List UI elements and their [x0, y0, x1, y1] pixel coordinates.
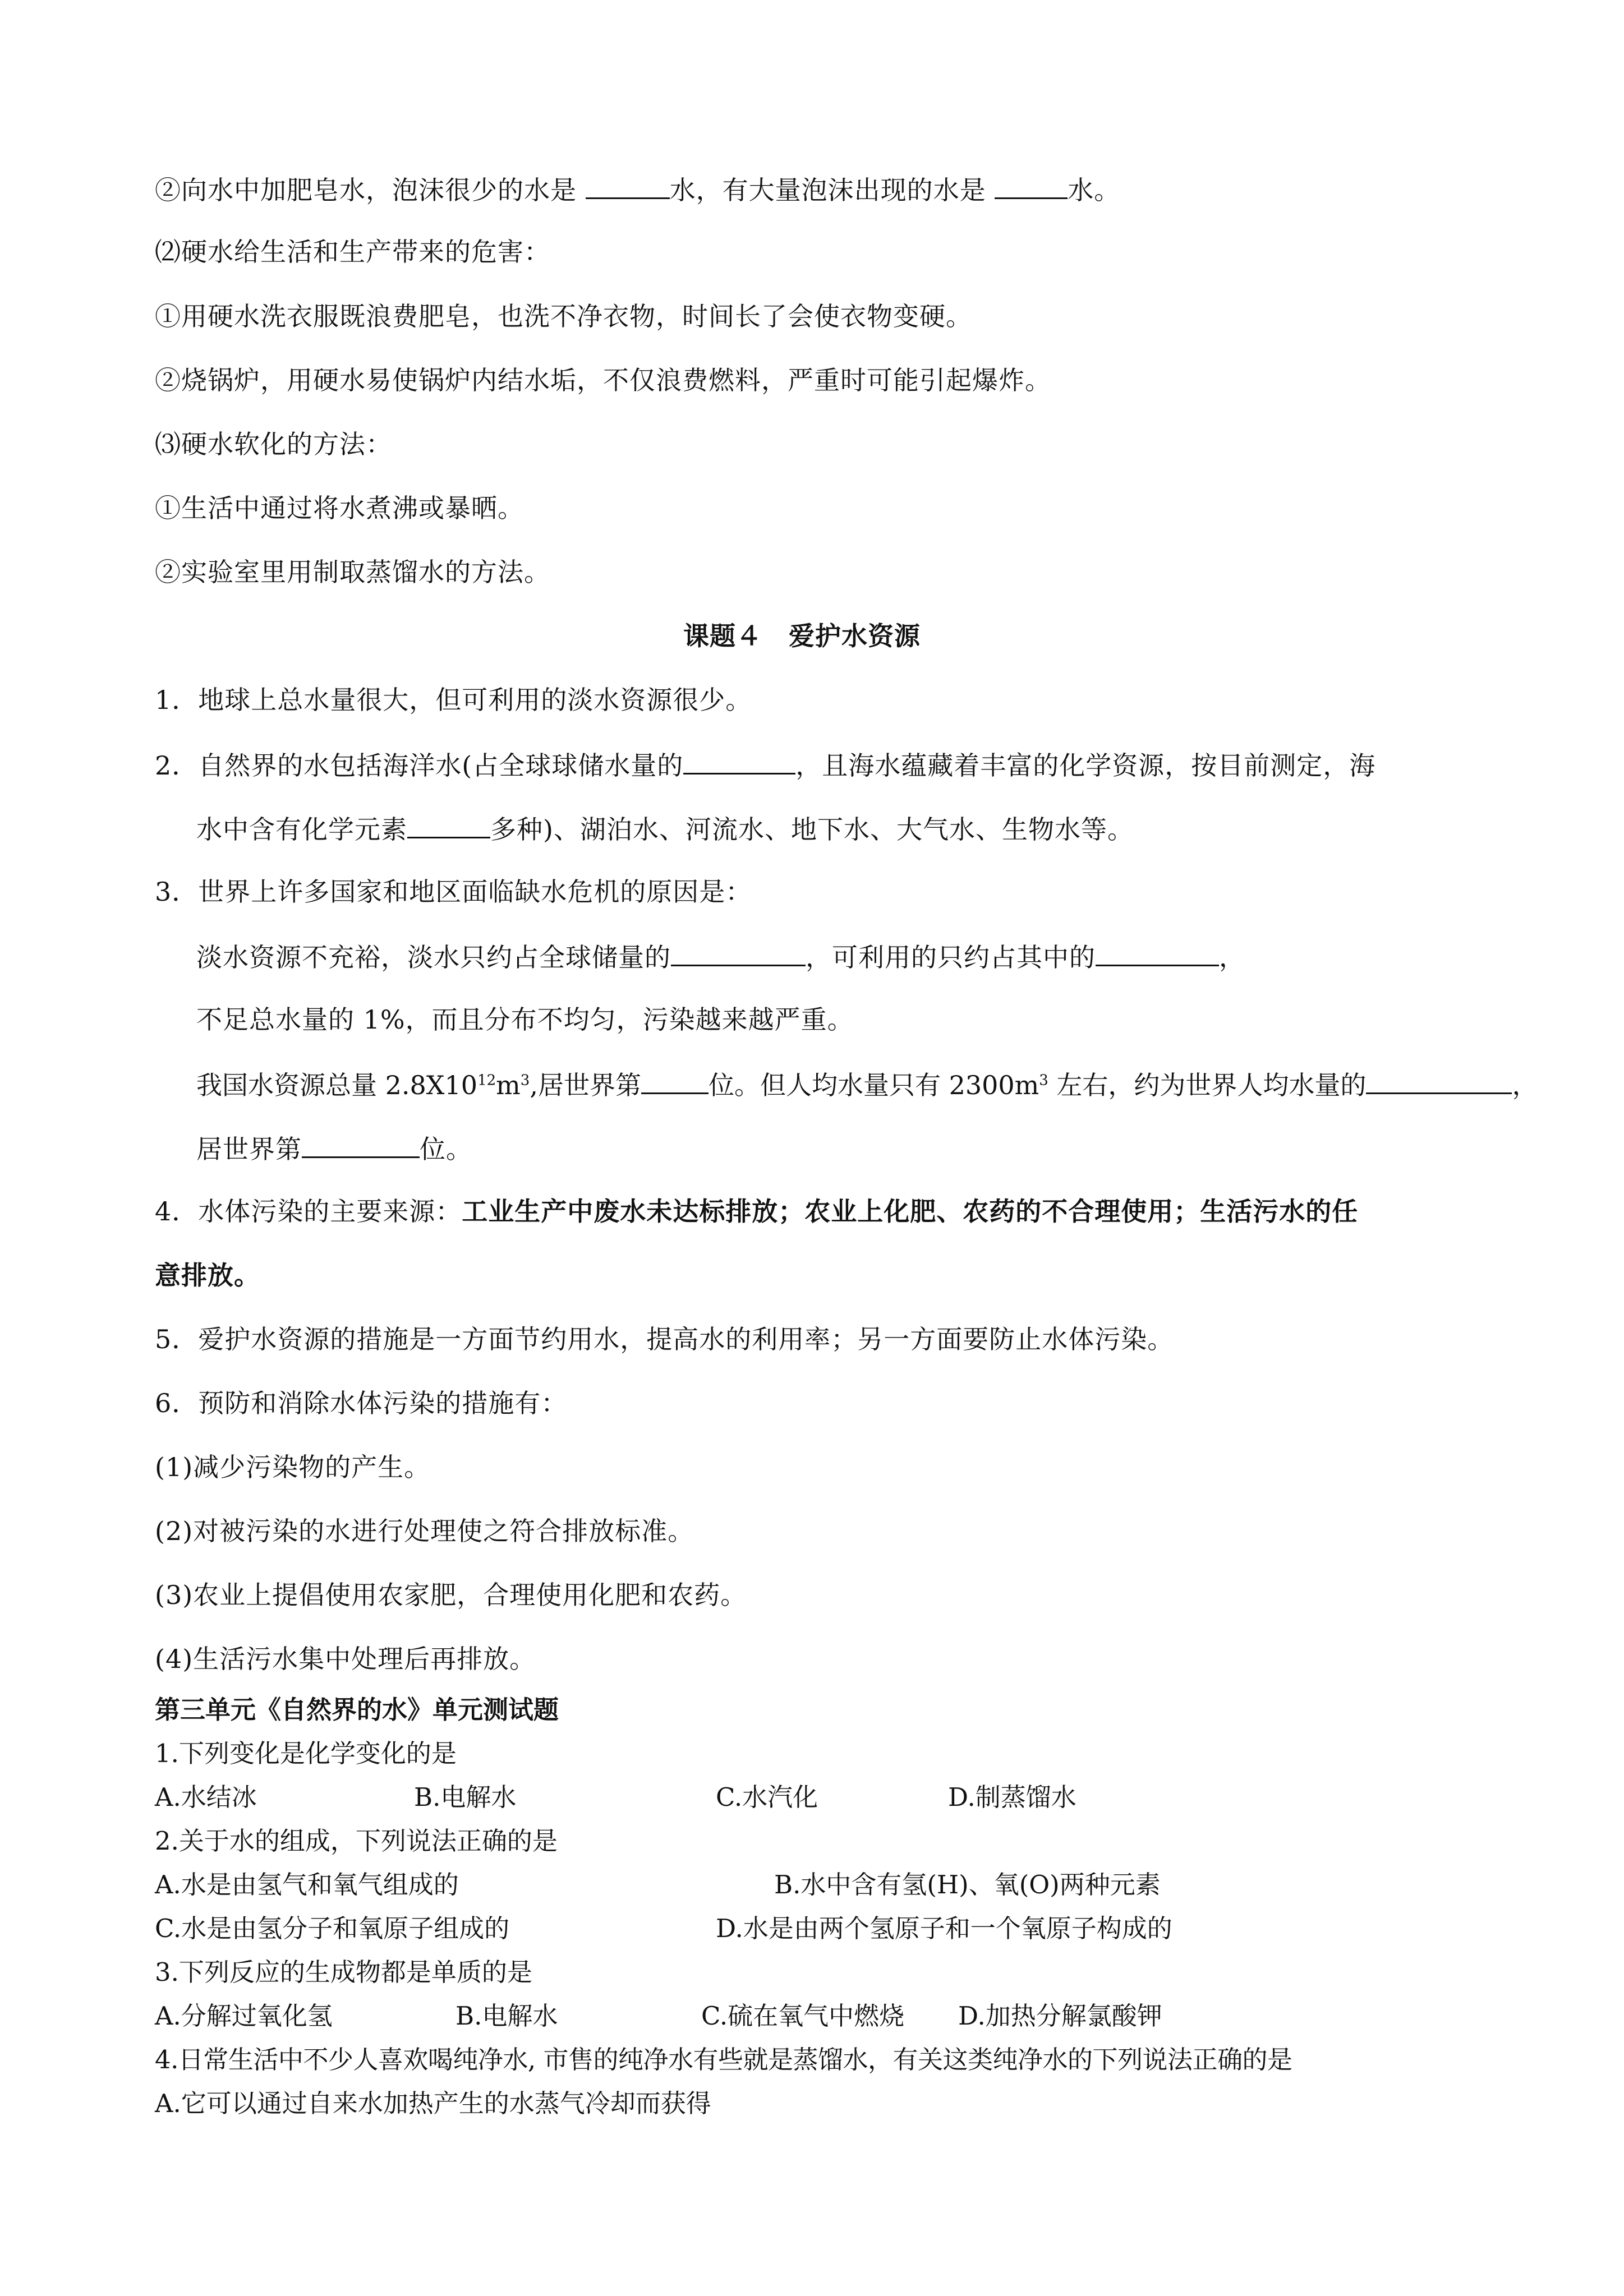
question-4: 4.日常生活中不少人喜欢喝纯净水, 市售的纯净水有些就是蒸馏水，有关这类纯净水的下列说法正确的是 [155, 2045, 1292, 2074]
text-line: ②烧锅炉，用硬水易使锅炉内结水垢，不仅浪费燃料，严重时可能引起爆炸。 [155, 365, 1051, 395]
text-line [155, 172, 1120, 207]
question-3: 3.下列反应的生成物都是单质的是 [155, 1957, 532, 1987]
q2-option-d: D.水是由两个氢原子和一个氧原子构成的 [716, 1914, 1172, 1943]
text-line: ②实验室里用制取蒸馏水的方法。 [155, 557, 550, 587]
item-1: 1．地球上总水量很大，但可利用的淡水资源很少。 [155, 685, 752, 715]
text-segment: ②向水中加肥皂水，泡沫很少的水是 [155, 175, 586, 205]
text-segment: ， [1219, 942, 1245, 972]
q1-option-a: A.水结冰 [155, 1782, 257, 1812]
q2-option-c: C.水是由氢分子和氧原子组成的 [155, 1914, 510, 1943]
text-segment: 位。但人均水量只有 2300m [708, 1070, 1039, 1100]
item-3-line-a [196, 939, 1245, 974]
measure-3: (3)农业上提倡使用农家肥，合理使用化肥和农药。 [155, 1580, 747, 1610]
text-line: ①用硬水洗衣服既浪费肥皂，也洗不净衣物，时间长了会使衣物变硬。 [155, 301, 972, 331]
text-segment: 水中含有化学元素 [196, 814, 407, 845]
measure-2: (2)对被污染的水进行处理使之符合排放标准。 [155, 1516, 694, 1546]
text-segment: 水。 [1068, 175, 1121, 205]
measure-1: (1)减少污染物的产生。 [155, 1452, 431, 1482]
superscript: 12 [477, 1072, 496, 1089]
text-segment: ， [1512, 1070, 1538, 1100]
superscript: 3 [1039, 1072, 1048, 1089]
question-2: 2.关于水的组成，下列说法正确的是 [155, 1826, 558, 1856]
measure-4: (4)生活污水集中处理后再排放。 [155, 1644, 536, 1674]
item-3-line-d [196, 1131, 472, 1166]
item-2-cont [196, 811, 1134, 846]
item-3-line-b: 不足总水量的 1%，而且分布不均匀，污染越来越严重。 [196, 1004, 854, 1035]
text-line: ⑵硬水给生活和生产带来的危害： [155, 237, 550, 267]
q1-option-d: D.制蒸馏水 [948, 1782, 1076, 1812]
answer-blank [1366, 1067, 1512, 1094]
item-3: 3．世界上许多国家和地区面临缺水危机的原因是： [155, 877, 752, 907]
text-segment: 我国水资源总量 2.8X10 [196, 1070, 478, 1100]
item-6: 6．预防和消除水体污染的措施有： [155, 1388, 568, 1418]
section-title: 课题４ 爱护水资源 [683, 621, 921, 651]
text-line: ⑶硬水软化的方法： [155, 429, 392, 459]
text-segment: 2．自然界的水包括海洋水(占全球球储水量的 [155, 750, 684, 781]
text-segment: 水，有大量泡沫出现的水是 [669, 175, 995, 205]
q3-option-d: D.加热分解氯酸钾 [958, 2001, 1162, 2031]
bold-text: 工业生产中废水未达标排放；农业上化肥、农药的不合理使用；生活污水的任 [462, 1196, 1359, 1227]
text-segment: 淡水资源不充裕，淡水只约占全球储量的 [196, 942, 671, 972]
item-5: 5．爱护水资源的措施是一方面节约用水，提高水的利用率；另一方面要防止水体污染。 [155, 1324, 1174, 1354]
q2-option-a: A.水是由氢气和氧气组成的 [155, 1870, 459, 1899]
answer-blank [407, 811, 490, 838]
answer-blank [586, 172, 670, 199]
text-segment: ，可利用的只约占其中的 [806, 942, 1096, 972]
text-segment: ，且海水蕴藏着丰富的化学资源，按目前测定，海 [795, 750, 1376, 781]
text-line: ①生活中通过将水煮沸或暴晒。 [155, 493, 524, 523]
answer-blank [995, 172, 1068, 199]
text-segment: ,居世界第 [530, 1070, 641, 1100]
text-segment: 多种)、湖泊水、河流水、地下水、大气水、生物水等。 [490, 814, 1134, 845]
text-segment: m [496, 1070, 521, 1100]
item-4 [155, 1195, 1358, 1228]
answer-blank [302, 1131, 420, 1158]
text-segment: 位。 [420, 1134, 472, 1164]
question-1: 1.下列变化是化学变化的是 [155, 1739, 457, 1768]
q1-option-c: C.水汽化 [716, 1782, 818, 1812]
q4-option-a: A.它可以通过自来水加热产生的水蒸气冷却而获得 [155, 2088, 711, 2118]
superscript: 3 [520, 1072, 530, 1089]
answer-blank [641, 1067, 709, 1094]
q3-option-c: C.硫在氧气中燃烧 [701, 2001, 905, 2031]
test-title: 第三单元《自然界的水》单元测试题 [155, 1695, 559, 1725]
item-2 [155, 747, 1375, 782]
text-segment: 左右，约为世界人均水量的 [1048, 1070, 1367, 1100]
answer-blank [1096, 939, 1219, 966]
item-4-cont: 意排放。 [155, 1260, 260, 1290]
q3-option-b: B.电解水 [456, 2001, 558, 2031]
text-segment: 居世界第 [196, 1134, 302, 1164]
item-3-line-c [196, 1067, 1538, 1102]
answer-blank [671, 939, 806, 966]
q1-option-b: B.电解水 [414, 1782, 517, 1812]
text-segment: 4．水体污染的主要来源： [155, 1196, 462, 1227]
q3-option-a: A.分解过氧化氢 [155, 2001, 333, 2031]
q2-option-b: B.水中含有氢(H)、氧(O)两种元素 [774, 1870, 1161, 1899]
answer-blank [683, 747, 795, 774]
